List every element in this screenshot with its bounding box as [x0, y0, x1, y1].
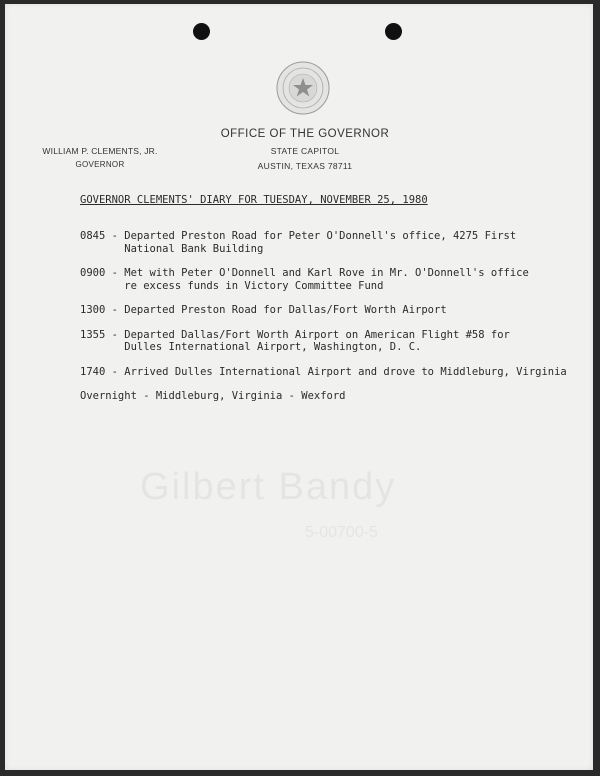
diary-entries: [80, 230, 567, 415]
office-address: AUSTIN, TEXAS 78711: [257, 161, 353, 171]
diary-entry: 1355 - Departed Dallas/Fort Worth Airport on American Flight #58 for Dulles International Airport, Washington, D. C.: [80, 328, 510, 353]
diary-entry: 0900 - Met with Peter O'Donnell and Karl Rove in Mr. O'Donnell's office re excess funds in Victory Committee Fund: [80, 267, 529, 292]
bleed-through-number: 5-00700-5: [305, 524, 378, 541]
diary-title: GOVERNOR CLEMENTS' DIARY FOR TUESDAY, NOVEMBER 25, 1980: [80, 194, 428, 206]
diary-entry: Overnight - Middleburg, Virginia - Wexford: [80, 390, 346, 402]
bleed-through-text: Gilbert Bandy: [140, 466, 397, 508]
diary-entry: 0845 - Departed Preston Road for Peter O'Donnell's office, 4275 First National Bank Building: [80, 230, 517, 255]
diary-entry: 1740 - Arrived Dulles International Airport and drove to Middleburg, Virginia: [80, 365, 567, 378]
governor-name: WILLIAM P. CLEMENTS, JR.: [42, 146, 158, 156]
texas-state-seal: [276, 61, 330, 115]
governor-title: GOVERNOR: [75, 160, 125, 169]
punch-hole-left: [193, 23, 210, 40]
document-page: [5, 4, 593, 770]
diary-entry: 1300 - Departed Preston Road for Dallas/Fort Worth Airport: [80, 304, 447, 316]
office-capitol: STATE CAPITOL: [270, 146, 340, 156]
office-title: OFFICE OF THE GOVERNOR: [220, 128, 390, 140]
punch-hole-right: [385, 23, 402, 40]
